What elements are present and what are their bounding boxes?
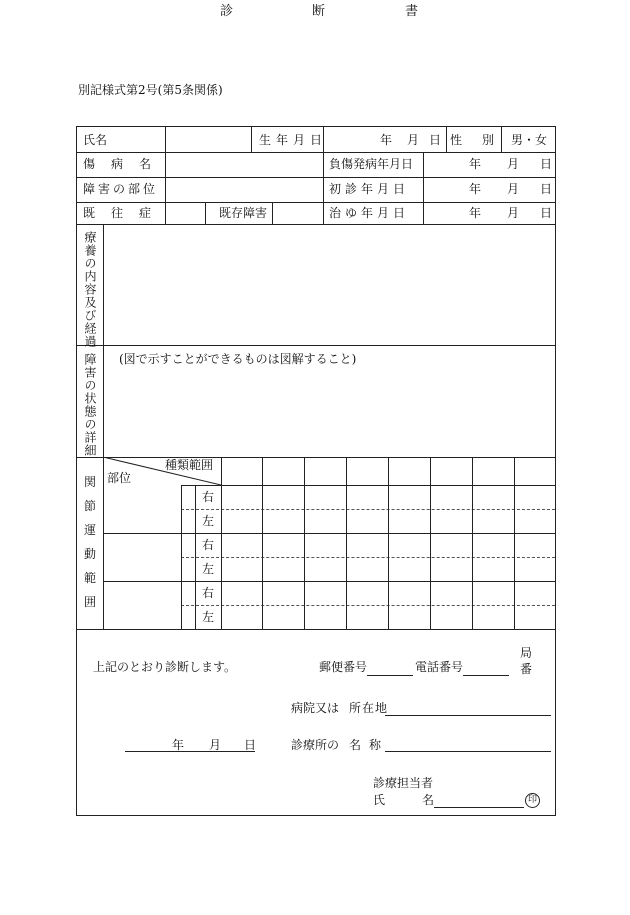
name-label: 氏名 — [83, 133, 108, 147]
injury-month: 月 — [507, 157, 520, 171]
date-month: 月 — [209, 738, 222, 752]
first-visit-month: 月 — [507, 182, 520, 196]
doctor-label: 診療担当者 — [373, 776, 434, 790]
left-label: 左 — [202, 610, 215, 624]
birth-year: 年 — [380, 133, 393, 147]
cure-year: 年 — [469, 206, 482, 220]
joint-char: 動 — [84, 547, 97, 561]
sex-value: 男・女 — [511, 133, 548, 147]
station-label: 局 — [520, 646, 533, 660]
condition-label: 障害の状態の詳細 — [83, 353, 97, 457]
joint-char: 関 — [84, 475, 97, 489]
right-label: 右 — [202, 586, 215, 600]
document-title — [0, 0, 630, 19]
first-visit-day: 日 — [540, 182, 553, 196]
right-label: 右 — [202, 538, 215, 552]
date-line — [125, 751, 255, 752]
sex-label: 性別 — [450, 133, 515, 147]
cure-month: 月 — [507, 206, 520, 220]
existing-disability-label: 既存障害 — [219, 206, 268, 220]
cure-day: 日 — [540, 206, 553, 220]
joint-char: 運 — [84, 523, 97, 537]
doctor-name-line — [434, 807, 524, 808]
doctor-name-label: 氏 — [373, 793, 386, 807]
clinic-name-line — [385, 751, 551, 752]
birth-day: 日 — [429, 133, 442, 147]
clinic-name-label: 名称 — [349, 738, 390, 752]
injury-label: 傷病名 — [83, 157, 168, 171]
doctor-name-label: 名 — [422, 793, 435, 807]
seal-icon: 印 — [525, 793, 540, 808]
left-label: 左 — [202, 562, 215, 576]
injury-year: 年 — [469, 157, 482, 171]
diagnosis-form — [76, 126, 556, 816]
hospital-label: 病院又は — [291, 701, 340, 715]
postal-line — [367, 675, 413, 676]
joint-char: 囲 — [84, 595, 97, 609]
joint-char: 節 — [84, 499, 97, 513]
birth-label: 生年月日 — [259, 133, 328, 147]
clinic-label: 診療所の — [291, 738, 340, 752]
history-label: 既往症 — [83, 206, 168, 220]
phone-line — [463, 675, 509, 676]
statement: 上記のとおり診断します。 — [93, 660, 237, 674]
number-label: 番 — [520, 662, 533, 676]
type-range-label: 種類範囲 — [165, 458, 214, 472]
cure-label: 治ゆ年月日 — [329, 206, 410, 220]
part-label: 部位 — [107, 471, 132, 485]
address-label: 所在地 — [349, 701, 389, 715]
postal-label: 郵便番号 — [319, 660, 368, 674]
title-char: 診 — [220, 4, 234, 19]
date-year: 年 — [172, 738, 185, 752]
treatment-label: 療養の内容及び経過 — [83, 231, 97, 348]
injury-date-label: 負傷発病年月日 — [329, 157, 414, 171]
site-label: 障害の部位 — [83, 182, 159, 196]
birth-month: 月 — [407, 133, 420, 147]
title-char: 断 — [312, 4, 326, 19]
first-visit-year: 年 — [469, 182, 482, 196]
first-visit-label: 初診年月日 — [329, 182, 410, 196]
form-number: 別記様式第2号(第5条関係) — [78, 83, 223, 97]
injury-day: 日 — [540, 157, 553, 171]
right-label: 右 — [202, 490, 215, 504]
title-char: 書 — [405, 4, 419, 19]
address-line — [385, 715, 551, 716]
joint-char: 範 — [84, 571, 97, 585]
date-day: 日 — [244, 738, 257, 752]
phone-label: 電話番号 — [415, 660, 464, 674]
condition-note: (図で示すことができるものは図解すること) — [119, 352, 357, 366]
left-label: 左 — [202, 514, 215, 528]
